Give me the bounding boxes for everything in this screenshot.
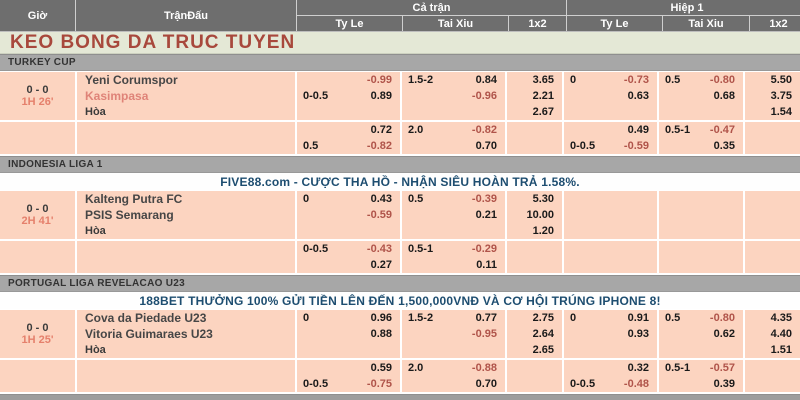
fulltime-handicap-cell[interactable] (295, 241, 400, 257)
handicap-value: 0-0.5 (303, 90, 329, 102)
promo-banner[interactable] (0, 292, 800, 309)
odds-value: 0.93 (627, 328, 649, 340)
handicap-value: 1.5-2 (408, 312, 434, 324)
firsthalf-1x2-cell[interactable] (743, 376, 800, 392)
draw-row-label[interactable]: Hòa (75, 104, 295, 120)
next-section-bar (0, 394, 800, 400)
odds-value: 0.49 (627, 124, 649, 136)
firsthalf-handicap-cell[interactable] (562, 326, 657, 342)
fulltime-1x2-cell[interactable] (505, 207, 562, 223)
fulltime-overunder-cell[interactable] (400, 326, 505, 342)
firsthalf-handicap-cell[interactable] (562, 360, 657, 376)
fulltime-overunder-cell[interactable] (400, 376, 505, 392)
odds-value: -0.47 (709, 124, 735, 136)
firsthalf-overunder-cell[interactable] (657, 326, 743, 342)
odds-value: -0.73 (623, 74, 649, 86)
handicap-value: 0-0.5 (303, 378, 329, 390)
team-name[interactable]: Cova da Piedade U23 (75, 310, 295, 326)
promo-text: 188BET THƯỞNG 100% GỬI TIỀN LÊN ĐẾN 1,500,000VNĐ VÀ CƠ HỘI TRÚNG IPHONE 8! (139, 293, 661, 308)
fulltime-1x2-cell[interactable] (505, 241, 562, 257)
fulltime-handicap-cell[interactable] (295, 257, 400, 273)
table-header (0, 0, 800, 32)
firsthalf-overunder-cell[interactable] (657, 376, 743, 392)
fulltime-overunder-cell[interactable] (400, 342, 505, 358)
handicap-value: 1.5-2 (408, 74, 434, 86)
odds-value: -0.96 (471, 90, 497, 102)
fulltime-overunder-cell[interactable] (400, 207, 505, 223)
odds-value: 5.30 (532, 193, 554, 205)
handicap-value: 2.0 (408, 362, 424, 374)
odds-value: -0.75 (366, 378, 392, 390)
odds-table-body (0, 54, 800, 392)
odds-value: 0.43 (370, 193, 392, 205)
league-name: PORTUGAL LIGA REVELACAO U23 (8, 278, 186, 289)
fulltime-handicap-cell[interactable] (295, 360, 400, 376)
handicap-value: 0.5-1 (665, 362, 691, 374)
odds-value: 1.54 (770, 106, 792, 118)
firsthalf-handicap-cell[interactable] (562, 207, 657, 223)
firsthalf-handicap-cell[interactable] (562, 342, 657, 358)
firsthalf-overunder-cell[interactable] (657, 191, 743, 207)
match-block-main (0, 72, 800, 120)
fulltime-overunder-cell[interactable] (400, 138, 505, 154)
odds-value: 10.00 (526, 209, 554, 221)
odds-value: 0.96 (370, 312, 392, 324)
firsthalf-1x2-cell[interactable] (743, 88, 800, 104)
firsthalf-overunder-cell[interactable] (657, 223, 743, 239)
team-name[interactable]: Kalteng Putra FC (75, 191, 295, 207)
firsthalf-handicap-cell[interactable] (562, 310, 657, 326)
fulltime-handicap-cell[interactable] (295, 72, 400, 88)
team-name[interactable]: Vitoria Guimaraes U23 (75, 326, 295, 342)
match-block-secondary (0, 241, 800, 273)
odds-value: -0.80 (709, 312, 735, 324)
fulltime-1x2-cell[interactable] (505, 376, 562, 392)
handicap-value: 0 (570, 74, 577, 86)
fulltime-1x2-cell[interactable] (505, 88, 562, 104)
handicap-value: 0-0.5 (303, 243, 329, 255)
league-header (0, 156, 800, 173)
fulltime-overunder-cell[interactable] (400, 104, 505, 120)
league-name: INDONESIA LIGA 1 (8, 159, 103, 170)
firsthalf-overunder-cell[interactable] (657, 72, 743, 88)
league-header (0, 275, 800, 292)
odds-value: -0.95 (471, 328, 497, 340)
odds-value: 0.21 (475, 209, 497, 221)
match-score: 0 - 0 (26, 322, 49, 334)
odds-value: 0.11 (476, 259, 497, 271)
odds-value: 1.20 (532, 225, 554, 237)
match-time-cell (0, 191, 75, 239)
odds-value: -0.88 (471, 362, 497, 374)
fulltime-overunder-cell[interactable] (400, 360, 505, 376)
empty-team-cell (75, 122, 295, 138)
handicap-value: 0 (303, 312, 310, 324)
firsthalf-handicap-cell[interactable] (562, 72, 657, 88)
firsthalf-handicap-cell[interactable] (562, 138, 657, 154)
empty-team-cell (75, 138, 295, 154)
handicap-value: 0-0.5 (570, 378, 596, 390)
firsthalf-handicap-cell[interactable] (562, 241, 657, 257)
empty-time-cell (0, 122, 75, 154)
firsthalf-overunder-cell[interactable] (657, 257, 743, 273)
promo-banner[interactable] (0, 173, 800, 190)
fulltime-1x2-cell[interactable] (505, 191, 562, 207)
fulltime-handicap-cell[interactable] (295, 122, 400, 138)
match-score: 0 - 0 (26, 84, 49, 96)
handicap-value: 0.5 (408, 193, 424, 205)
fulltime-1x2-cell[interactable] (505, 257, 562, 273)
odds-value: 2.21 (532, 90, 554, 102)
fulltime-1x2-cell[interactable] (505, 360, 562, 376)
fulltime-handicap-cell[interactable] (295, 223, 400, 239)
firsthalf-overunder-cell[interactable] (657, 342, 743, 358)
odds-value: -0.57 (709, 362, 735, 374)
league-header (0, 54, 800, 71)
team-name[interactable]: Kasimpasa (75, 88, 295, 104)
fulltime-handicap-cell[interactable] (295, 207, 400, 223)
fulltime-1x2-cell[interactable] (505, 122, 562, 138)
col-group-firsthalf: Hiệp 1 (567, 0, 800, 15)
fulltime-1x2-cell[interactable] (505, 326, 562, 342)
odds-value: 0.88 (370, 328, 392, 340)
firsthalf-overunder-cell[interactable] (657, 310, 743, 326)
odds-value: 0.89 (370, 90, 392, 102)
page-title-bar (0, 32, 800, 54)
fulltime-1x2-cell[interactable] (505, 138, 562, 154)
odds-value: 1.51 (770, 344, 792, 356)
handicap-value: 0.5 (665, 74, 681, 86)
firsthalf-1x2-cell[interactable] (743, 122, 800, 138)
odds-value: -0.80 (709, 74, 735, 86)
firsthalf-1x2-cell[interactable] (743, 207, 800, 223)
match-score: 0 - 0 (26, 203, 49, 215)
firsthalf-overunder-cell[interactable] (657, 241, 743, 257)
draw-row-label[interactable]: Hòa (75, 223, 295, 239)
odds-value: 0.27 (370, 259, 392, 271)
firsthalf-handicap-cell[interactable] (562, 122, 657, 138)
col-header-firsthalf-overunder: Tai Xiu (663, 16, 749, 31)
fulltime-handicap-cell[interactable] (295, 104, 400, 120)
league-name: TURKEY CUP (8, 57, 76, 68)
fulltime-overunder-cell[interactable] (400, 257, 505, 273)
firsthalf-1x2-cell[interactable] (743, 257, 800, 273)
odds-value: -0.82 (471, 124, 497, 136)
fulltime-1x2-cell[interactable] (505, 223, 562, 239)
fulltime-handicap-cell[interactable] (295, 326, 400, 342)
firsthalf-overunder-cell[interactable] (657, 207, 743, 223)
match-clock: 1H 25' (21, 334, 54, 346)
odds-value: 2.64 (532, 328, 554, 340)
handicap-value: 0.5 (303, 140, 319, 152)
fulltime-1x2-cell[interactable] (505, 342, 562, 358)
col-header-fulltime-1x2: 1x2 (509, 16, 566, 31)
handicap-value: 2.0 (408, 124, 424, 136)
col-header-match: TrậnĐấu (76, 0, 296, 31)
firsthalf-handicap-cell[interactable] (562, 104, 657, 120)
fulltime-handicap-cell[interactable] (295, 342, 400, 358)
handicap-value: 0-0.5 (570, 140, 596, 152)
odds-value: 0.59 (370, 362, 392, 374)
firsthalf-overunder-cell[interactable] (657, 104, 743, 120)
odds-value: -0.39 (471, 193, 497, 205)
draw-row-label[interactable]: Hòa (75, 342, 295, 358)
odds-value: 2.67 (532, 106, 554, 118)
firsthalf-1x2-cell[interactable] (743, 191, 800, 207)
fulltime-overunder-cell[interactable] (400, 88, 505, 104)
empty-team-cell (75, 376, 295, 392)
fulltime-overunder-cell[interactable] (400, 122, 505, 138)
odds-value: -0.29 (471, 243, 497, 255)
odds-value: 5.50 (770, 74, 792, 86)
odds-value: -0.48 (623, 378, 649, 390)
firsthalf-1x2-cell[interactable] (743, 104, 800, 120)
fulltime-handicap-cell[interactable] (295, 191, 400, 207)
odds-value: 2.75 (532, 312, 554, 324)
fulltime-overunder-cell[interactable] (400, 241, 505, 257)
fulltime-1x2-cell[interactable] (505, 104, 562, 120)
firsthalf-1x2-cell[interactable] (743, 138, 800, 154)
empty-time-cell (0, 241, 75, 273)
odds-value: 0.39 (713, 378, 735, 390)
odds-value: 0.91 (627, 312, 649, 324)
firsthalf-overunder-cell[interactable] (657, 88, 743, 104)
odds-value: 0.72 (370, 124, 392, 136)
firsthalf-handicap-cell[interactable] (562, 88, 657, 104)
team-name[interactable]: Yeni Corumspor (75, 72, 295, 88)
col-header-firsthalf-handicap: Ty Le (567, 16, 662, 31)
fulltime-handicap-cell[interactable] (295, 88, 400, 104)
firsthalf-1x2-cell[interactable] (743, 241, 800, 257)
handicap-value: 0.5-1 (665, 124, 691, 136)
odds-value: 0.32 (627, 362, 649, 374)
firsthalf-overunder-cell[interactable] (657, 138, 743, 154)
firsthalf-1x2-cell[interactable] (743, 310, 800, 326)
empty-team-cell (75, 241, 295, 257)
fulltime-handicap-cell[interactable] (295, 376, 400, 392)
odds-value: 0.63 (627, 90, 649, 102)
handicap-value: 0.5-1 (408, 243, 434, 255)
firsthalf-handicap-cell[interactable] (562, 223, 657, 239)
col-header-firsthalf-1x2: 1x2 (750, 16, 800, 31)
firsthalf-handicap-cell[interactable] (562, 376, 657, 392)
odds-value: 2.65 (532, 344, 554, 356)
col-header-time: Giờ (0, 0, 75, 31)
odds-value: 3.75 (770, 90, 792, 102)
firsthalf-overunder-cell[interactable] (657, 122, 743, 138)
firsthalf-1x2-cell[interactable] (743, 223, 800, 239)
match-time-cell (0, 310, 75, 358)
fulltime-1x2-cell[interactable] (505, 72, 562, 88)
odds-value: -0.43 (366, 243, 392, 255)
promo-text: FIVE88.com - CƯỢC THA HỒ - NHẬN SIÊU HOÀN TRẢ 1.58%. (220, 174, 580, 189)
fulltime-handicap-cell[interactable] (295, 138, 400, 154)
match-clock: 2H 41' (21, 215, 54, 227)
match-clock: 1H 26' (21, 96, 54, 108)
fulltime-overunder-cell[interactable] (400, 223, 505, 239)
odds-value: 0.68 (713, 90, 735, 102)
odds-value: 4.40 (770, 328, 792, 340)
fulltime-1x2-cell[interactable] (505, 310, 562, 326)
odds-value: 3.65 (532, 74, 554, 86)
firsthalf-1x2-cell[interactable] (743, 72, 800, 88)
fulltime-overunder-cell[interactable] (400, 191, 505, 207)
col-header-fulltime-handicap: Ty Le (297, 16, 402, 31)
match-block-main (0, 191, 800, 239)
match-block-main (0, 310, 800, 358)
handicap-value: 0 (570, 312, 577, 324)
fulltime-overunder-cell[interactable] (400, 310, 505, 326)
handicap-value: 0 (303, 193, 310, 205)
odds-value: 4.35 (770, 312, 792, 324)
col-header-fulltime-overunder: Tai Xiu (403, 16, 508, 31)
firsthalf-1x2-cell[interactable] (743, 342, 800, 358)
odds-value: -0.82 (366, 140, 392, 152)
match-block-secondary (0, 360, 800, 392)
handicap-value: 0.5 (665, 312, 681, 324)
odds-value: 0.70 (475, 140, 497, 152)
firsthalf-handicap-cell[interactable] (562, 257, 657, 273)
empty-team-cell (75, 257, 295, 273)
fulltime-overunder-cell[interactable] (400, 72, 505, 88)
empty-team-cell (75, 360, 295, 376)
firsthalf-1x2-cell[interactable] (743, 326, 800, 342)
match-time-cell (0, 72, 75, 120)
odds-value: -0.99 (366, 74, 392, 86)
odds-value: 0.77 (475, 312, 497, 324)
firsthalf-handicap-cell[interactable] (562, 191, 657, 207)
empty-time-cell (0, 360, 75, 392)
firsthalf-1x2-cell[interactable] (743, 360, 800, 376)
col-group-fulltime: Cả trận (297, 0, 566, 15)
odds-value: -0.59 (366, 209, 392, 221)
odds-value: -0.59 (623, 140, 649, 152)
odds-value: 0.62 (713, 328, 735, 340)
odds-value: 0.35 (713, 140, 735, 152)
firsthalf-overunder-cell[interactable] (657, 360, 743, 376)
odds-value: 0.70 (475, 378, 497, 390)
fulltime-handicap-cell[interactable] (295, 310, 400, 326)
team-name[interactable]: PSIS Semarang (75, 207, 295, 223)
page-title: KEO BONG DA TRUC TUYEN (10, 32, 296, 53)
match-block-secondary (0, 122, 800, 154)
odds-value: 0.84 (475, 74, 497, 86)
